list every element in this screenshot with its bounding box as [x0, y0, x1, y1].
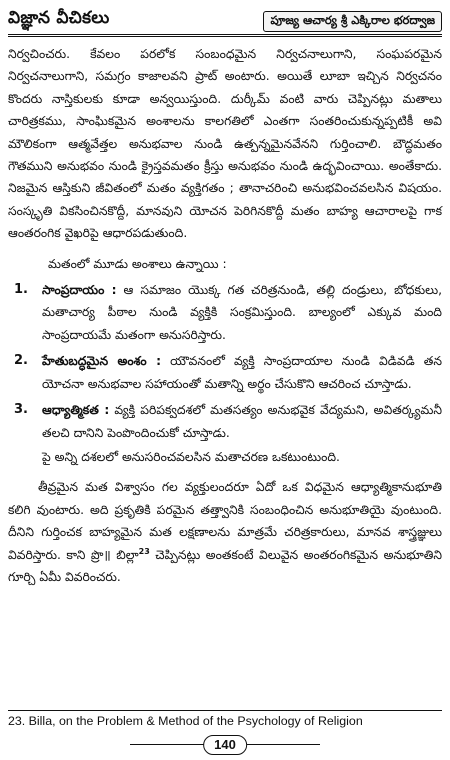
book-title: విజ్ఞాన వీచికలు [8, 8, 110, 28]
aspects-list [8, 279, 442, 444]
list-item [8, 279, 442, 346]
list-item [8, 399, 442, 444]
paragraph-2-text-end: చెప్పినట్లు అంతకంటే విలువైన అంతరంగికమైన అనుభూతిని గూర్చి ఏమీ వివరించరు. [8, 547, 442, 584]
page-number: 140 [203, 735, 247, 755]
author-name: పూజ్య ఆచార్య శ్రీ ఎక్కిరాల భరద్వాజ [263, 11, 442, 32]
list-item-body [42, 399, 442, 444]
list-number: 3. [14, 402, 28, 418]
paragraph-1: నిర్వచించరు. కేవలం పరలోక సంబంధమైన నిర్వచనాలుగాని, సంఘపరమైన నిర్వచనాలుగాని, సమగ్రం కాజాలవని ప్రాట్ అంటారు. అయితే లూబా ఇచ్చిన నిర్వచనం కొందరు నాస్తికులకు కూడా అన్వయిస్తుంది. దుర్కీమ్ వంటి వారు చెప్పినట్లు మతాలు చారిత్రకము, సాంఘికమైన అంశాలను కాలగతిలో ఎంతగా సంతరించుకున్నప్పటికీ అవి మౌలికంగా ఆత్మవేత్తల అనుభవాల నుండి ఉత్పన్నమైనవేనని గుర్తించాలి. బౌద్ధమతం గౌతముని అనుభవం నుండి క్రైస్తవమతం క్రీస్తు అనుభవం నుండి ఉద్భవించాయి. అంతేకాదు. నిజమైన ఆస్తికుని జీవితంలో మతం వ్యక్తిగతం ; తానాచరించి అనుభవించవలసిన విషయం. సంస్కృతి వికసించినకొద్దీ, మానవుని యోచన పెరిగినకొద్దీ మతం బాహ్య ఆచారాలపై గాక ఆంతరంగిక వైఖరిపై ఆధారపడుతుంది. [8, 47, 442, 241]
list-item-body [42, 350, 442, 395]
list-term: సాంప్రదాయం : [42, 283, 117, 298]
list-text: ఆ సమాజం యొక్క గత చరిత్రనుండి, తల్లి దండ్రులు, బోధకులు, మతాచార్య పీఠాల నుండి వ్యక్తికి సంక్రమిస్తుంది. బాల్యంలో ఎక్కువ మంది సాంప్రదాయమే మతంగా అనుసరిస్తారు. [42, 283, 443, 342]
list-term: హేతుబద్ధమైన అంశం : [42, 354, 162, 369]
after-list-sentence: పై అన్ని దశలలో అనుసరించవలసిన మతాచరణ ఒకటుంటుంది. [42, 449, 340, 464]
list-intro: మతంలో మూడు అంశాలు ఉన్నాయి : [48, 256, 227, 271]
list-text: వ్యక్తి పరిపక్వదశలో మతసత్యం అనుభవైక వేద్యమని, అవితర్క్యమనీ తలచి దానిని పెంపొందించుకో చూస్తాడు. [42, 403, 442, 440]
list-item [8, 350, 442, 395]
paragraph-2-text: తీవ్రమైన మత విశ్వాసం గల వ్యక్తులందరూ ఏదో ఒక విధమైన ఆధ్యాత్మికానుభూతి కలిగి వుంటారు. అది ప్రకృతికి పరమైన తత్త్వానికి సంబంధించిన అనుభూతియై వుంటుంది. దీనిని గుర్తించక బాహ్యమైన మత లక్షణాలను మాత్రమే చరిత్రకారులు, మానవ శాస్త్రజ్ఞులు వివరిస్తారు. కాని ప్రొ॥ బిల్లా [8, 480, 442, 562]
list-number: 2. [14, 353, 28, 369]
footnote: 23. Billa, on the Problem & Method of the Psychology of Religion [8, 714, 363, 728]
list-item-body [42, 279, 442, 346]
list-number: 1. [14, 282, 28, 298]
footnote-reference[interactable]: 23 [138, 546, 150, 556]
running-header [8, 6, 442, 37]
body-text [8, 43, 442, 588]
list-term: ఆధ్యాత్మికత : [42, 403, 110, 418]
paragraph-2 [8, 476, 442, 588]
list-text: యౌవనంలో వ్యక్తి సాంప్రదాయాల నుండి విడివడి తన యోచనా అనుభవాల సహాయంతో మతాన్ని అర్థం చేసుకొని ఆచరించ చూస్తాడు. [42, 354, 442, 391]
footnote-divider [8, 710, 442, 711]
